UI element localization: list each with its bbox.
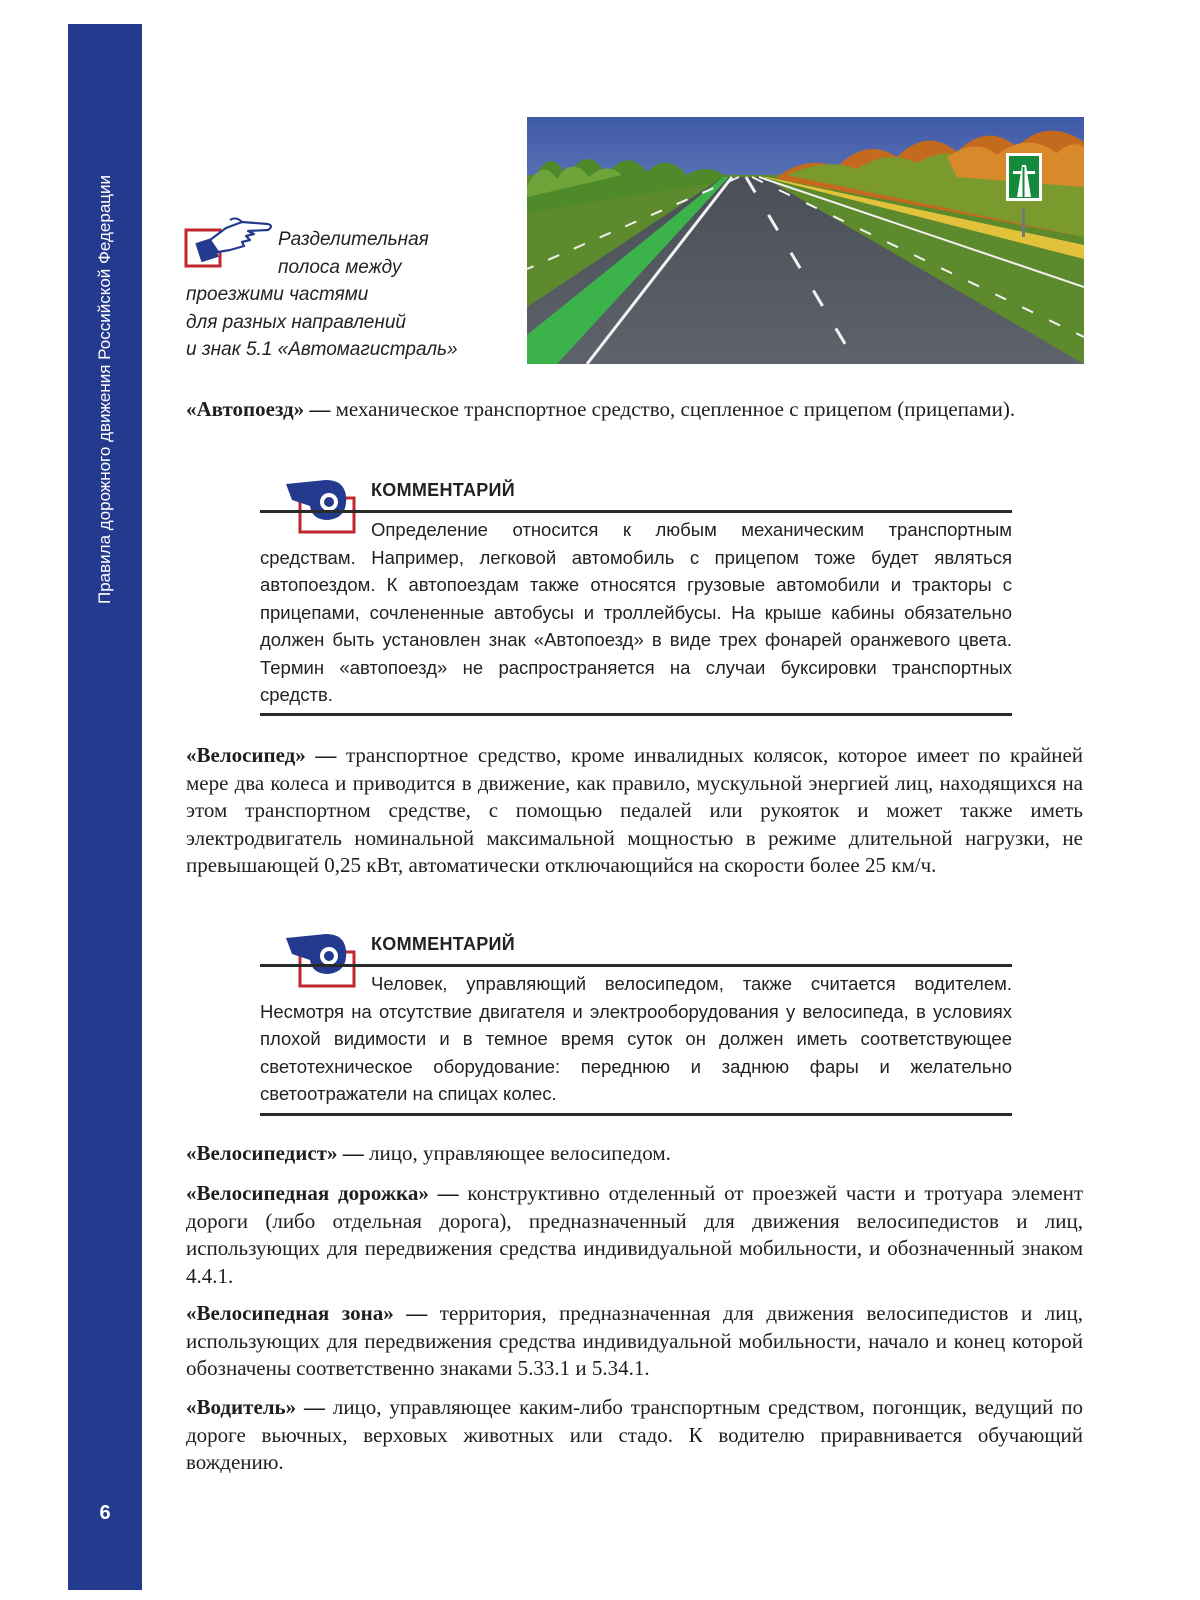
caption-line: Разделительная bbox=[278, 229, 429, 250]
comment-label: КОММЕНТАРИЙ bbox=[371, 480, 516, 500]
figure-caption bbox=[186, 226, 486, 364]
comment-label: КОММЕНТАРИЙ bbox=[371, 934, 516, 954]
definition-velosipedist bbox=[186, 1140, 1083, 1168]
caption-line: полоса между bbox=[278, 256, 402, 278]
comment-text: Определение относится к любым механическим транспортным средствам. Например, легковой автомобиль с прицепом тоже будет являться автопоездом. К автопоездам также относятся грузовые автомобили и тракторы с прицепами, сочлененные автобусы и троллейбусы. На крыше кабины обязательно должен быть установлен знак «Автопоезд» в виде трех фонарей оранжевого цвета. Термин «автопоезд» не распространяется на случаи буксировки транспортных средств. bbox=[260, 519, 1012, 705]
comment-text: Человек, управляющий велосипедом, также считается водителем. Несмотря на отсутствие двигателя и электрооборудования у велосипеда, в условиях плохой видимости и в темное время суток он должен иметь соответствующее светотехническое оборудование: переднюю и заднюю фары и желательно светоотражатели на спицах колес. bbox=[260, 973, 1012, 1104]
road-illustration bbox=[527, 117, 1084, 364]
divider bbox=[260, 713, 1012, 716]
definition-autopoezd bbox=[186, 396, 1083, 424]
definition-text: лицо, управляющее каким-либо транспортным средством, погонщик, ведущий по дороге вьючных, верховых животных или стадо. К водителю приравнивается обучающий вождению. bbox=[186, 1395, 1083, 1474]
term: «Велосипедист» — bbox=[186, 1141, 364, 1165]
term: «Автопоезд» — bbox=[186, 397, 331, 421]
definition-velosipednaya-dorozhka bbox=[186, 1180, 1083, 1290]
divider bbox=[260, 510, 1012, 513]
definition-velosiped bbox=[186, 742, 1083, 880]
page-number: 6 bbox=[99, 1502, 111, 1524]
definition-velosipednaya-zona bbox=[186, 1300, 1083, 1383]
caption-line: для разных направлений bbox=[186, 311, 406, 333]
divider bbox=[260, 1113, 1012, 1116]
comment-box bbox=[260, 478, 1012, 716]
divider bbox=[260, 964, 1012, 967]
running-title: Правила дорожного движения Российской Федерации bbox=[95, 174, 114, 604]
term: «Велосипед» — bbox=[186, 743, 337, 767]
definition-text: механическое транспортное средство, сцепленное с прицепом (прицепами). bbox=[330, 397, 1016, 421]
definition-text: конструктивно отделенный от проезжей части и тротуара элемент дороги (либо отдельная дорога), предназначенный для движения велосипедистов и лиц, использующих для передвижения средства индивидуальной мобильности, и обозначенный знаком 4.4.1. bbox=[186, 1181, 1083, 1288]
term: «Велосипедная зона» — bbox=[186, 1301, 428, 1325]
caption-line: и знак 5.1 «Автомагистраль» bbox=[186, 339, 458, 360]
caption-line: проезжими частями bbox=[186, 284, 369, 305]
term: «Водитель» — bbox=[186, 1395, 325, 1419]
comment-box bbox=[260, 932, 1012, 1116]
sidebar bbox=[68, 24, 142, 1590]
definition-text: лицо, управляющее велосипедом. bbox=[363, 1141, 671, 1165]
definition-text: транспортное средство, кроме инвалидных колясок, которое имеет по крайней мере два колеса и приводится в движение, как правило, мускульной энергией лиц, находящихся на этом транспортном средстве, с помощью педалей или рукояток и может также иметь электродвигатель номинальной максимальной мощностью в режиме длительной нагрузки, не превышающей 0,25 кВт, автоматически отключающийся на скорости более 25 км/ч. bbox=[186, 743, 1084, 877]
definition-text: территория, предназначенная для движения велосипедистов и лиц, использующих для передвижения средства индивидуальной мобильности, начало и конец которой обозначены соответственно знаками 5.33.1 и 5.34.1. bbox=[186, 1301, 1083, 1380]
definition-voditel bbox=[186, 1394, 1083, 1477]
term: «Велосипедная дорожка» — bbox=[186, 1181, 459, 1205]
